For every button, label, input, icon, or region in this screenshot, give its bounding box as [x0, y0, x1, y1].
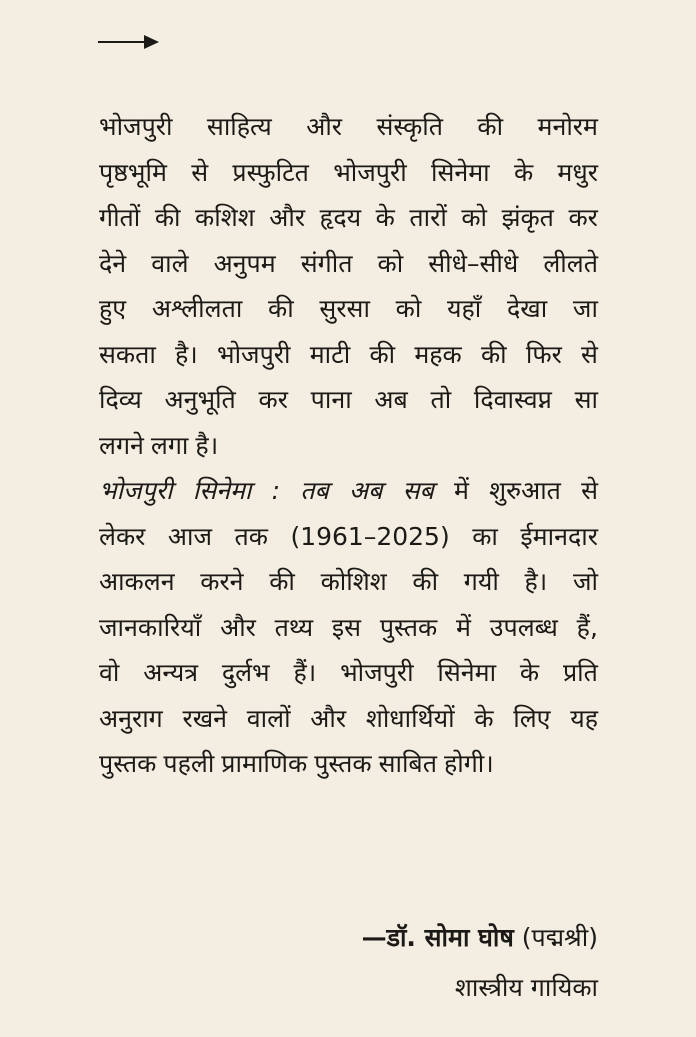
word: प्रति — [562, 658, 598, 687]
text-line — [99, 377, 598, 423]
text-line — [99, 559, 598, 605]
word: हुए — [99, 294, 127, 323]
word: झंकृत — [501, 203, 554, 232]
word: है। — [524, 567, 548, 596]
word: इस — [331, 612, 362, 642]
text-line — [99, 150, 598, 196]
word: देने — [99, 248, 127, 278]
word: गयी — [463, 567, 499, 596]
word: शोधार्थियों — [365, 703, 455, 733]
word: होगी। — [443, 749, 494, 778]
word: को — [395, 294, 422, 323]
word: कशिश — [195, 203, 255, 232]
word: संगीत — [300, 248, 353, 278]
word: सा — [574, 385, 598, 414]
word: लगा — [150, 430, 189, 460]
word: रखने — [182, 703, 228, 733]
word: का — [472, 521, 498, 551]
word: मधुर — [557, 157, 598, 187]
word: की — [480, 339, 507, 369]
word: यह — [570, 703, 598, 733]
paragraph-1 — [99, 104, 598, 468]
word: हैं, — [576, 612, 598, 642]
word: अन्यत्र — [143, 658, 198, 687]
word: आकलन — [99, 567, 175, 596]
word: पुस्तक — [314, 749, 372, 778]
word: सुरसा — [319, 294, 370, 323]
word: और — [310, 703, 347, 733]
word: माटी — [309, 339, 351, 369]
word: वो — [99, 658, 120, 687]
word: करने — [200, 567, 244, 596]
word: लिए — [513, 703, 551, 733]
word: के — [375, 203, 395, 232]
word: शुरुआत — [489, 476, 561, 505]
word: तारों — [409, 203, 447, 232]
word: है। — [195, 430, 219, 460]
word: सिनेमा — [430, 157, 490, 187]
author-role: शास्त्रीय गायिका — [454, 973, 598, 1002]
text-line — [99, 741, 598, 787]
word: की — [477, 112, 504, 141]
book-title-word: सिनेमा — [192, 476, 252, 505]
text-line — [99, 468, 598, 514]
text-line — [99, 650, 598, 696]
word: से — [581, 339, 598, 369]
word: को — [461, 203, 488, 232]
word: मनोरम — [537, 112, 598, 141]
word: में — [456, 612, 471, 642]
word: फिर — [525, 339, 562, 369]
right-arrow-icon — [98, 32, 160, 52]
word: कर — [568, 203, 598, 232]
word: (1961–2025) — [290, 521, 450, 551]
text-line — [99, 195, 598, 241]
book-title-word: : — [271, 476, 281, 505]
word: ईमानदार — [520, 521, 598, 551]
word: भोजपुरी — [99, 112, 173, 141]
text-line — [99, 332, 598, 378]
word: आज — [167, 521, 212, 551]
word: के — [513, 157, 534, 187]
word: की — [268, 294, 294, 323]
word: अब — [374, 385, 408, 414]
word: सिनेमा — [437, 658, 497, 687]
word: और — [269, 203, 306, 232]
word: तो — [430, 385, 452, 414]
word: वाले — [151, 248, 189, 278]
word: कोशिश — [320, 567, 387, 596]
word: से — [581, 476, 598, 505]
word: अश्लीलता — [151, 294, 243, 323]
word: उपलब्ध — [489, 612, 558, 642]
word: की — [369, 339, 396, 369]
word: दिवास्वप्न — [473, 385, 552, 414]
word: तथ्य — [274, 612, 314, 642]
word: अनुभूति — [164, 385, 236, 414]
text-line — [99, 241, 598, 287]
book-title-word: तब — [300, 476, 329, 505]
word: हैं। — [293, 658, 317, 687]
text-line — [99, 605, 598, 651]
word: पाना — [310, 385, 352, 414]
paragraph-2 — [99, 468, 598, 787]
word: सीधे–सीधे — [428, 248, 519, 278]
word: गीतों — [99, 203, 141, 232]
word: महक — [414, 339, 462, 369]
word: प्रस्फुटित — [232, 157, 309, 187]
word: में — [453, 476, 469, 505]
word: के — [474, 703, 494, 733]
word: है। — [175, 339, 198, 369]
word: पुस्तक — [99, 749, 157, 778]
word: लीलते — [543, 248, 598, 278]
word: पृष्ठभूमि — [99, 157, 167, 187]
blurb-text — [99, 104, 598, 787]
word: हृदय — [319, 203, 362, 232]
word: के — [519, 658, 540, 687]
word: भोजपुरी — [340, 658, 414, 687]
word: यहाँ — [447, 294, 482, 323]
word: भोजपुरी — [333, 157, 407, 187]
word: जो — [572, 567, 598, 596]
text-line — [99, 423, 598, 469]
word: भोजपुरी — [217, 339, 291, 369]
word: और — [306, 112, 343, 141]
text-line — [99, 696, 598, 742]
author-name: —डॉ. सोमा घोष — [361, 923, 514, 952]
signature-line — [362, 918, 598, 958]
word: तक — [234, 521, 268, 551]
word: सकता — [99, 339, 156, 369]
author-honor: (पद्मश्री) — [521, 923, 598, 952]
word: पहली — [163, 749, 215, 778]
word: पुस्तक — [379, 612, 438, 642]
text-line — [99, 104, 598, 150]
word: और — [220, 612, 256, 642]
word: संस्कृति — [376, 112, 443, 141]
word: की — [412, 567, 439, 596]
word: वालों — [246, 703, 291, 733]
word: लगने — [99, 430, 144, 460]
text-line — [99, 286, 598, 332]
word: देखा — [507, 294, 548, 323]
word: से — [191, 157, 209, 187]
word: दुर्लभ — [221, 658, 270, 687]
word: लेकर — [99, 521, 146, 551]
word: की — [269, 567, 295, 596]
word: अनुपम — [213, 248, 276, 278]
word: की — [154, 203, 181, 232]
word: प्रामाणिक — [221, 749, 308, 778]
word: जा — [572, 294, 598, 323]
book-title-word: अब — [348, 476, 383, 505]
word: जानकारियाँ — [99, 612, 202, 642]
word: अनुराग — [99, 703, 163, 733]
word: दिव्य — [99, 385, 142, 414]
word: साहित्य — [206, 112, 272, 141]
text-line — [99, 514, 598, 560]
book-title-word: सब — [402, 476, 434, 505]
word: कर — [258, 385, 288, 414]
word: को — [377, 248, 404, 278]
word: साबित — [378, 749, 437, 778]
book-title-word: भोजपुरी — [99, 476, 173, 505]
